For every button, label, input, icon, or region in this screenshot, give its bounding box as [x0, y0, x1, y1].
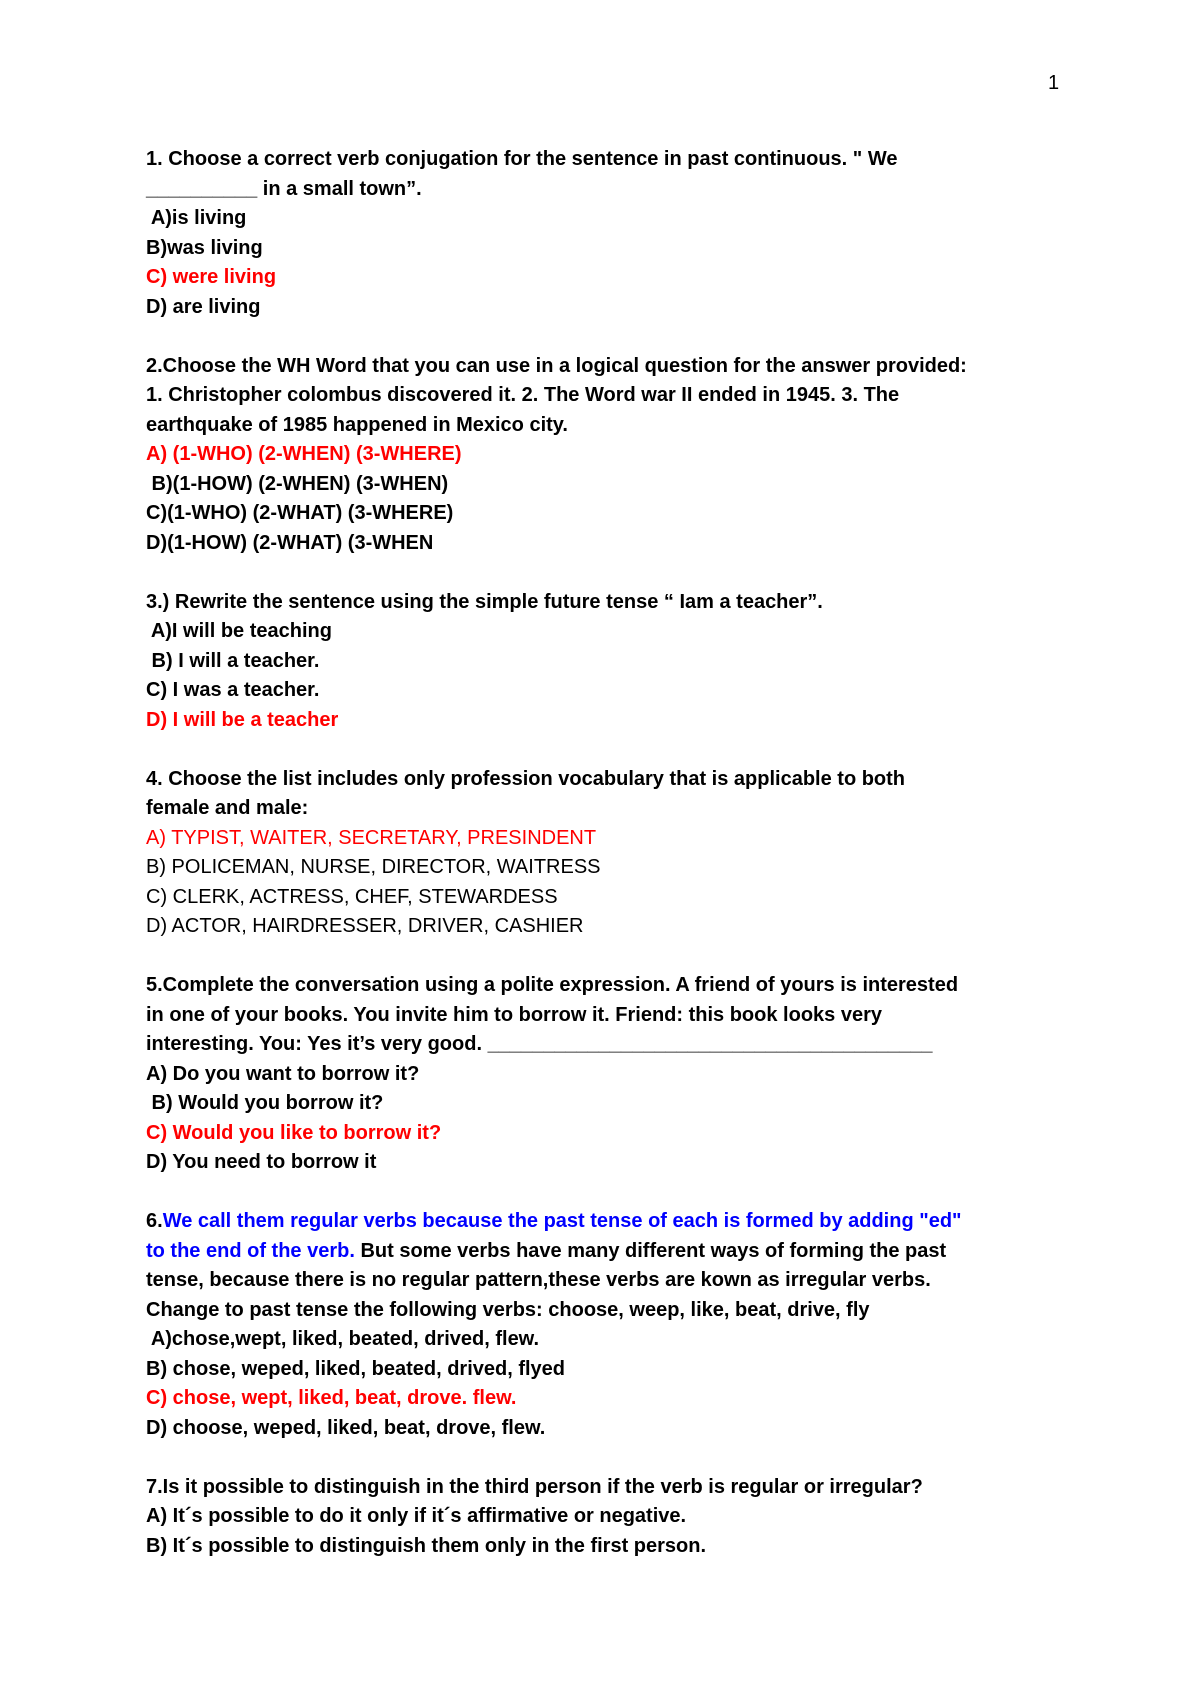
question-2-option-a-correct: A) (1-WHO) (2-WHEN) (3-WHERE) [146, 443, 462, 465]
question-6-text [146, 1207, 1086, 1237]
question-4-text-cont: female and male: [146, 797, 309, 819]
question-6-number: 6. [146, 1210, 163, 1232]
question-7-option-b: B) It´s possible to distinguish them only in the first person. [146, 1534, 707, 1557]
question-7 [146, 1473, 1086, 1562]
question-6-option-d: D) choose, weped, liked, beat, drove, flew. [146, 1416, 546, 1439]
question-3-option-b: B) I will a teacher. [146, 649, 320, 672]
question-6-text-cont [146, 1237, 1086, 1267]
question-2 [146, 352, 1086, 559]
question-2-text: 2.Choose the WH Word that you can use in a logical question for the answer provided: [146, 354, 967, 377]
page-number: 1 [1048, 72, 1060, 94]
question-5-text: 5.Complete the conversation using a polite expression. A friend of yours is interested [146, 974, 959, 996]
question-1-option-d: D) are living [146, 295, 261, 318]
question-6-highlight-cont: to the end of the verb. [146, 1239, 355, 1262]
question-2-option-c: C)(1-WHO) (2-WHAT) (3-WHERE) [146, 502, 454, 524]
question-3 [146, 588, 1086, 736]
question-5-option-a: A) Do you want to borrow it? [146, 1062, 420, 1085]
question-5-option-d: D) You need to borrow it [146, 1151, 377, 1173]
question-1-text-cont: __________ in a small town”. [146, 177, 422, 200]
question-6-option-b: B) chose, weped, liked, beated, drived, flyed [146, 1357, 566, 1380]
question-3-text: 3.) Rewrite the sentence using the simple future tense “ Iam a teacher”. [146, 590, 823, 613]
question-7-text: 7.Is it possible to distinguish in the third person if the verb is regular or irregular? [146, 1475, 923, 1498]
question-4 [146, 765, 1086, 942]
question-1-text: 1. Choose a correct verb conjugation for the sentence in past continuous. " We [146, 148, 898, 170]
question-6-highlight: We call them regular verbs because the past tense of each is formed by adding "ed" [162, 1210, 962, 1232]
question-1-option-a: A)is living [146, 207, 247, 229]
question-6-option-c-correct: C) chose, wept, liked, beat, drove. flew. [146, 1387, 517, 1409]
question-6-text-rest: But some verbs have many different ways of forming the past [354, 1239, 947, 1262]
question-5-text-cont: in one of your books. You invite him to borrow it. Friend: this book looks very [146, 1003, 882, 1026]
question-3-option-d-correct: D) I will be a teacher [146, 708, 339, 731]
question-7-option-a: A) It´s possible to do it only if it´s affirmative or negative. [146, 1505, 687, 1527]
question-4-option-d: D) ACTOR, HAIRDRESSER, DRIVER, CASHIER [146, 915, 584, 937]
quiz-content [146, 145, 1086, 1561]
question-5 [146, 971, 1086, 1178]
question-4-option-b: B) POLICEMAN, NURSE, DIRECTOR, WAITRESS [146, 856, 601, 878]
question-3-option-c: C) I was a teacher. [146, 679, 320, 701]
question-1-option-c-correct: C) were living [146, 266, 277, 288]
question-4-option-c: C) CLERK, ACTRESS, CHEF, STEWARDESS [146, 885, 558, 908]
question-6 [146, 1207, 1086, 1443]
question-2-option-b: B)(1-HOW) (2-WHEN) (3-WHEN) [146, 472, 449, 495]
question-1 [146, 145, 1086, 322]
question-5-text-cont-2: interesting. You: Yes it’s very good. ________________________________________ [146, 1033, 933, 1055]
question-6-text-cont-2: tense, because there is no regular pattern,these verbs are kown as irregular verbs. [146, 1269, 931, 1291]
question-6-option-a: A)chose,wept, liked, beated, drived, flew. [146, 1328, 540, 1350]
question-4-option-a-correct: A) TYPIST, WAITER, SECRETARY, PRESINDENT [146, 826, 597, 849]
question-2-text-cont-2: earthquake of 1985 happened in Mexico city. [146, 413, 568, 436]
question-6-instruction: Change to past tense the following verbs: choose, weep, like, beat, drive, fly [146, 1298, 870, 1321]
question-4-text: 4. Choose the list includes only profession vocabulary that is applicable to both [146, 767, 906, 790]
question-2-text-cont: 1. Christopher colombus discovered it. 2. The Word war II ended in 1945. 3. The [146, 384, 900, 406]
question-2-option-d: D)(1-HOW) (2-WHAT) (3-WHEN [146, 531, 434, 554]
question-5-option-c-correct: C) Would you like to borrow it? [146, 1121, 442, 1144]
question-5-option-b: B) Would you borrow it? [146, 1092, 384, 1114]
question-1-option-b: B)was living [146, 236, 263, 259]
question-3-option-a: A)I will be teaching [146, 620, 332, 642]
